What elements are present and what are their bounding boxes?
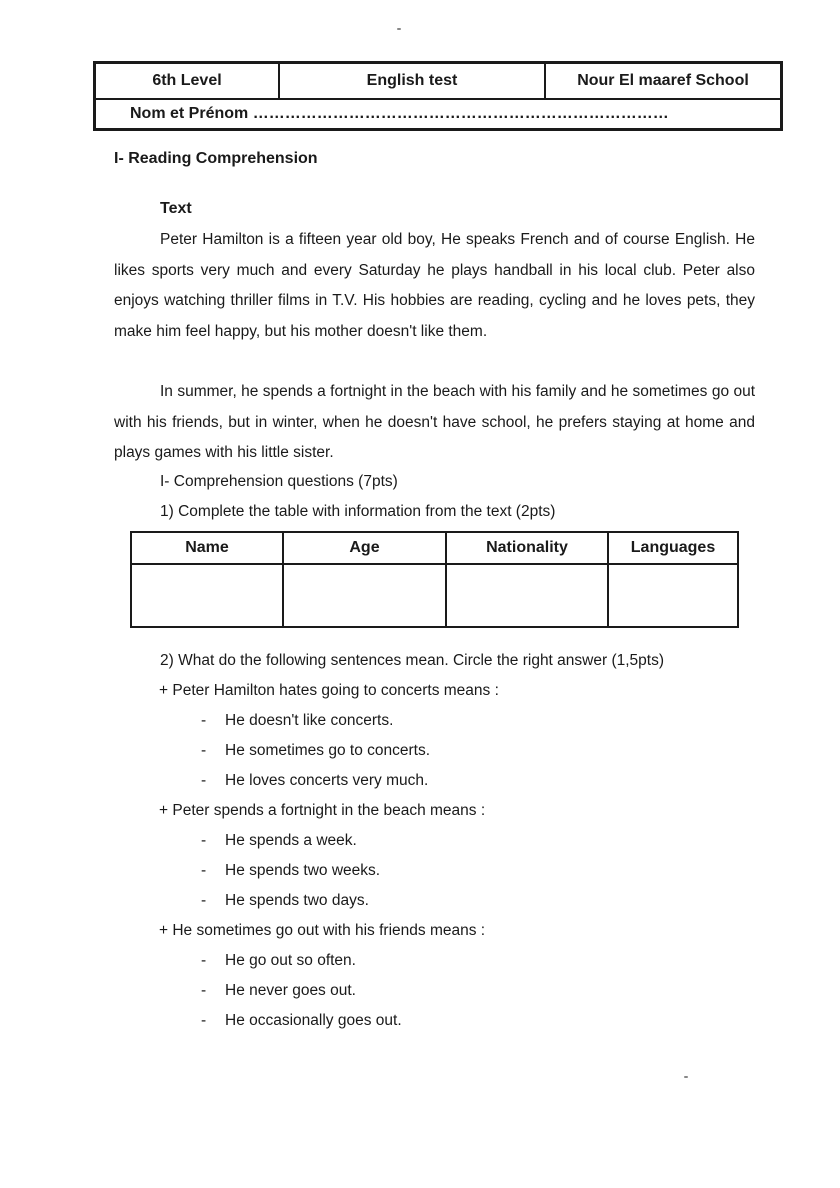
answer-option-text: He spends a week. — [225, 832, 357, 849]
school-name-cell: Nour El maaref School — [577, 72, 749, 89]
answer-option[interactable] — [201, 892, 369, 910]
answer-option-text: He go out so often. — [225, 952, 356, 969]
bullet-dash: - — [201, 982, 207, 999]
text-title: Text — [160, 200, 192, 217]
reading-paragraph-2: In summer, he spends a fortnight in the beach with his family and he sometimes go out with his friends, but in winter, when he doesn't have school, he prefers staying at home and plays games with his little sister. — [114, 383, 755, 461]
table-cell-nationality[interactable] — [447, 565, 609, 626]
exam-header-box — [93, 61, 783, 131]
reading-paragraph-1: Peter Hamilton is a fifteen year old boy, He speaks French and of course English. He likes sports very much and every Saturday he plays handball in his local club. Peter also enjoys watching thriller films in T.V. His hobbies are reading, cycling and he loves pets, they make him feel happy, but his mother doesn't like them. — [114, 231, 755, 340]
bullet-dash: - — [201, 772, 207, 789]
answer-option[interactable] — [201, 952, 356, 970]
bullet-dash: - — [201, 862, 207, 879]
table-header-name: Name — [132, 533, 284, 565]
answer-option[interactable] — [201, 742, 430, 760]
bullet-dash: - — [201, 952, 207, 969]
bullet-dash: - — [201, 892, 207, 909]
table-header-languages: Languages — [609, 533, 737, 565]
scan-speck — [397, 28, 401, 30]
answer-option-text: He sometimes go to concerts. — [225, 742, 431, 759]
questions-heading: I- Comprehension questions (7pts) — [160, 473, 398, 490]
answer-option-text: He doesn't like concerts. — [225, 712, 394, 729]
answer-option[interactable] — [201, 772, 428, 790]
answer-option[interactable] — [201, 832, 357, 850]
bullet-dash: - — [201, 742, 207, 759]
table-header-age: Age — [284, 533, 447, 565]
answer-option[interactable] — [201, 862, 380, 880]
header-top-row — [96, 64, 780, 100]
answer-option[interactable] — [201, 712, 393, 730]
answer-option-text: He occasionally goes out. — [225, 1012, 402, 1029]
student-name-line: Nom et Prénom …………………………………………………………………… — [130, 105, 669, 122]
table-header-nationality: Nationality — [447, 533, 609, 565]
table-cell-languages[interactable] — [609, 565, 737, 626]
info-table — [130, 531, 739, 628]
answer-option-text: He loves concerts very much. — [225, 772, 429, 789]
answer-option-text: He spends two weeks. — [225, 862, 381, 879]
answer-option-text: He never goes out. — [225, 982, 356, 999]
scan-speck — [684, 1076, 688, 1078]
answer-option-text: He spends two days. — [225, 892, 369, 909]
table-cell-age[interactable] — [284, 565, 447, 626]
bullet-dash: - — [201, 712, 207, 729]
bullet-dash: - — [201, 832, 207, 849]
level-cell: 6th Level — [96, 64, 280, 98]
question-1-prompt: 1) Complete the table with information from the text (2pts) — [160, 503, 556, 520]
answer-option[interactable] — [201, 982, 356, 1000]
statement-3: + He sometimes go out with his friends means : — [159, 922, 486, 939]
statement-2: + Peter spends a fortnight in the beach means : — [159, 802, 486, 819]
table-cell-name[interactable] — [132, 565, 284, 626]
statement-1: + Peter Hamilton hates going to concerts means : — [159, 682, 499, 699]
answer-option[interactable] — [201, 1012, 402, 1030]
section-title: I- Reading Comprehension — [114, 150, 318, 167]
test-title-cell: English test — [280, 64, 546, 98]
bullet-dash: - — [201, 1012, 207, 1029]
question-2-prompt: 2) What do the following sentences mean. Circle the right answer (1,5pts) — [160, 652, 664, 669]
